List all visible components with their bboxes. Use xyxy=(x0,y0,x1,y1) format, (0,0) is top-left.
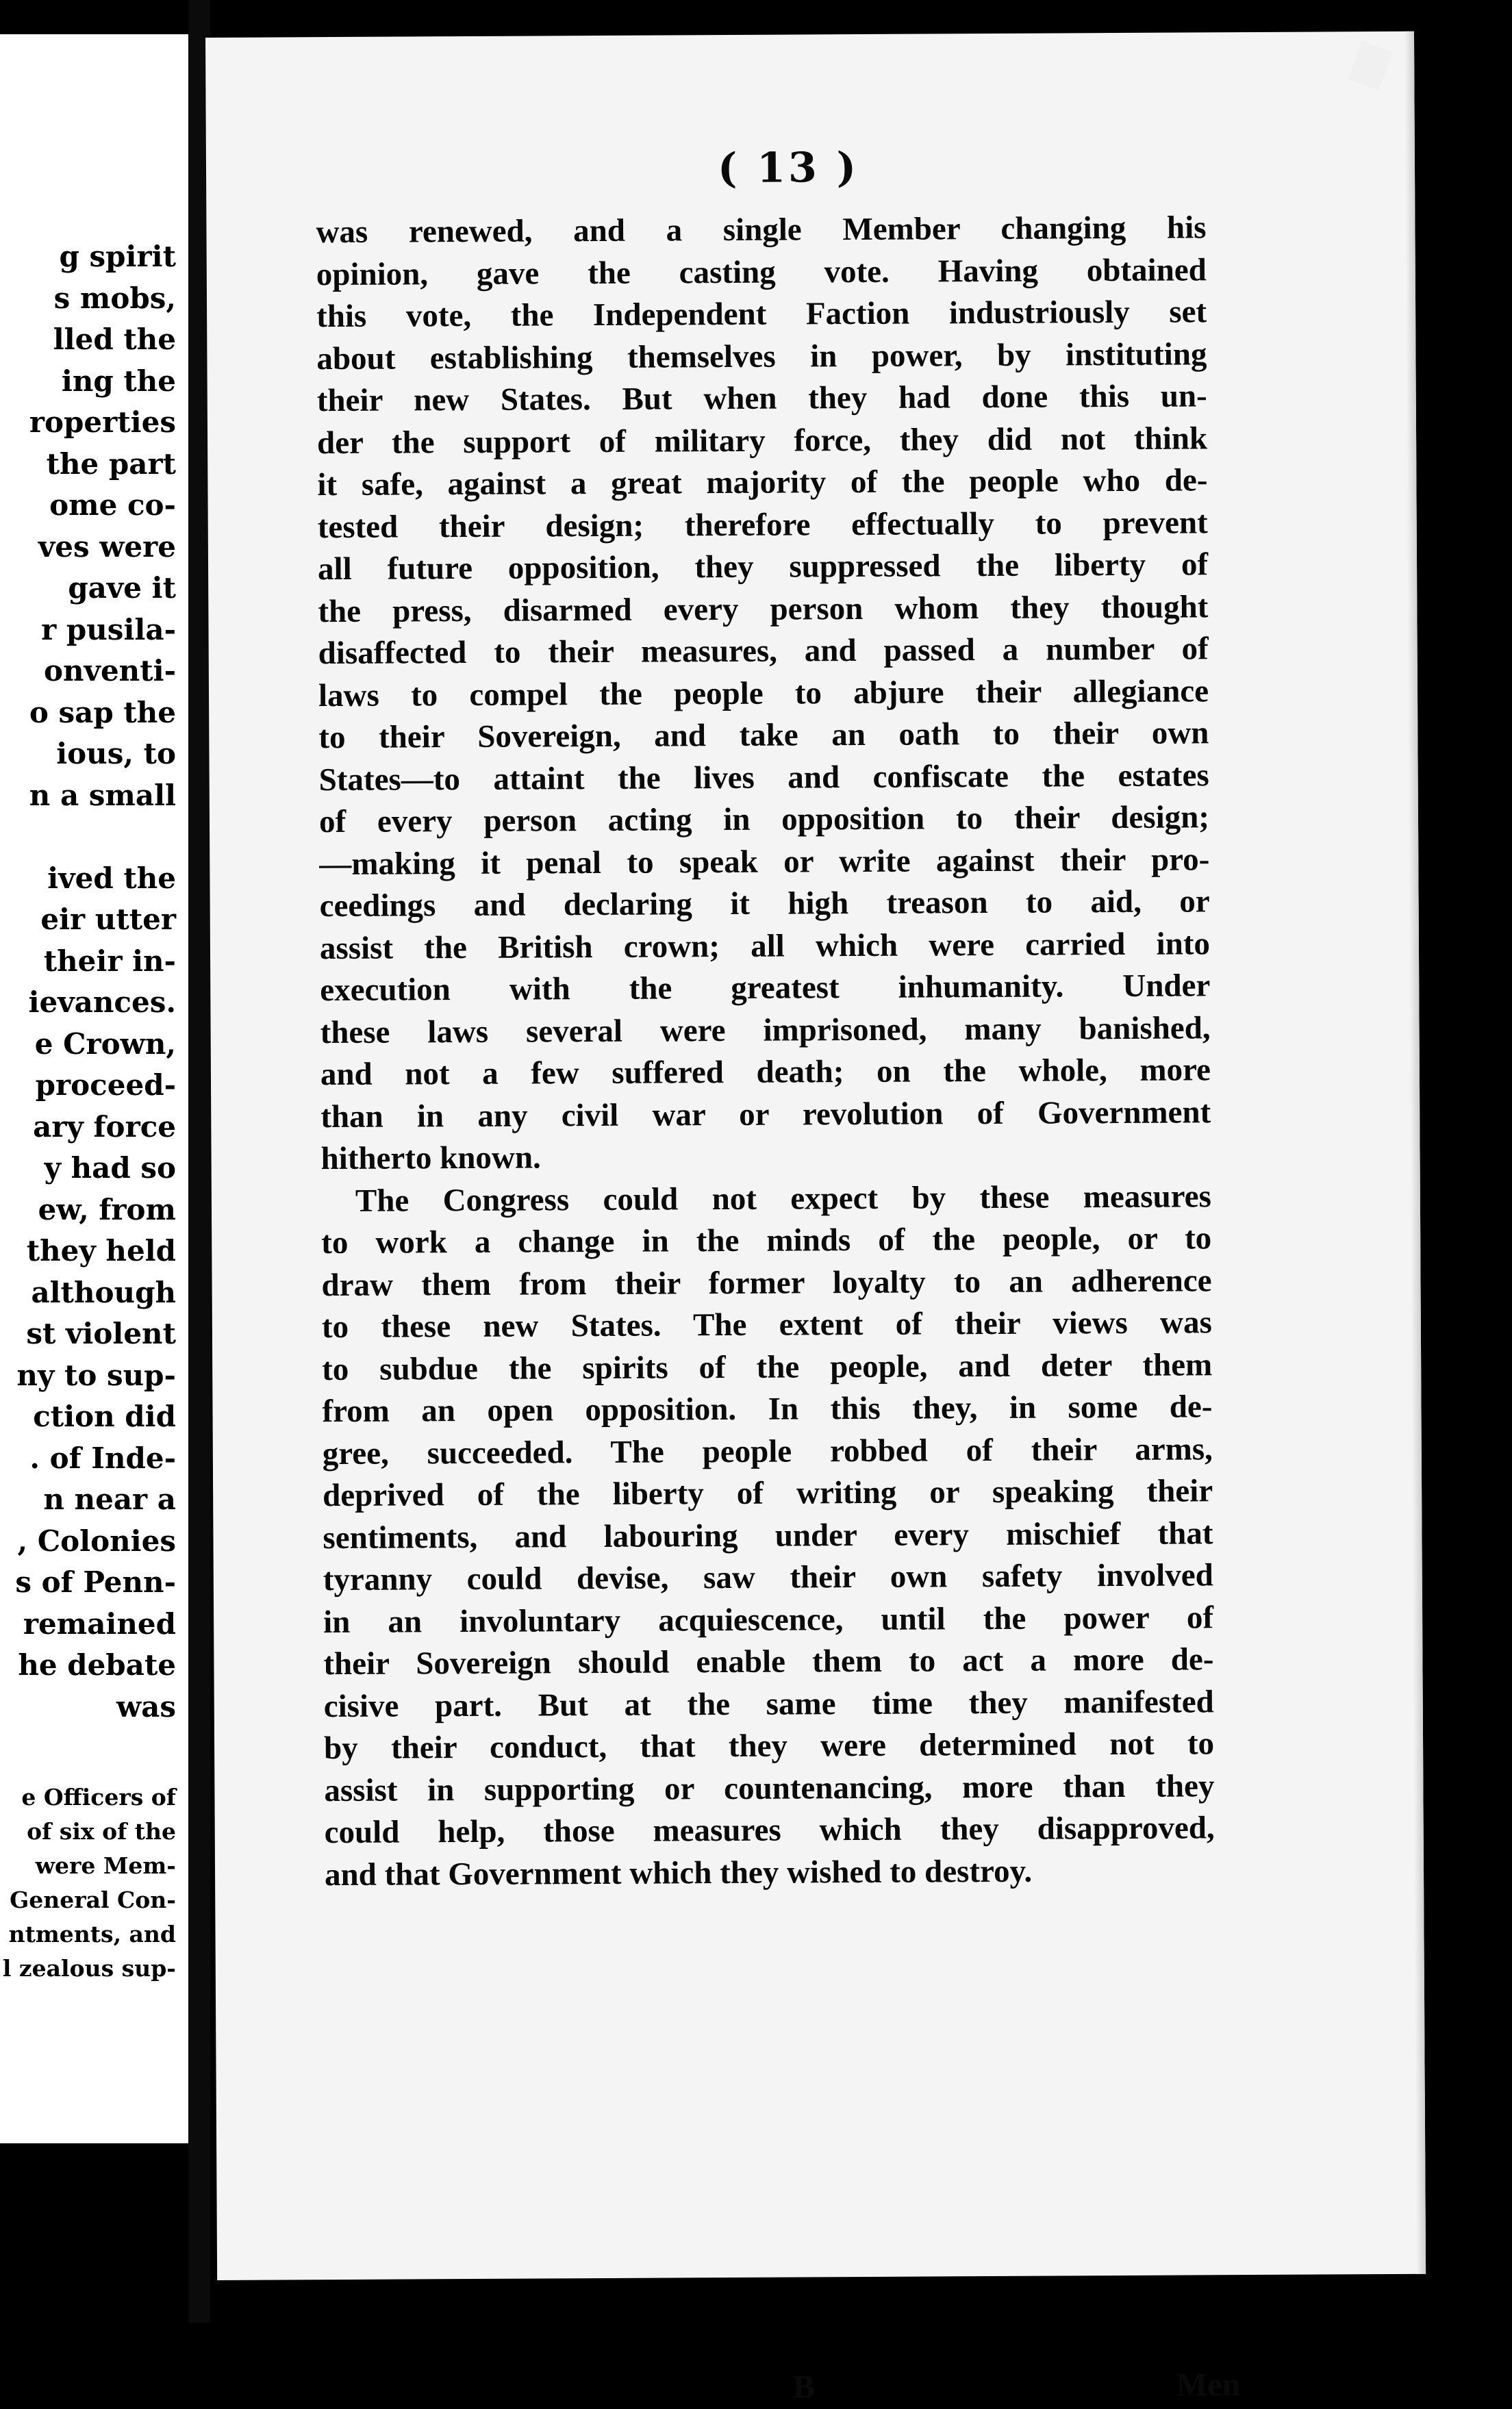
left-page-line: the part xyxy=(46,446,176,481)
left-page-footnote-line: ntments, and xyxy=(8,1921,176,1947)
left-page-footnote-line: were Mem- xyxy=(35,1852,176,1879)
text-line: execution with the greatest inhumanity. Under xyxy=(320,968,1211,1009)
left-page-line: n near a xyxy=(43,1483,176,1516)
text-line: tyranny could devise, saw their own safety involved xyxy=(323,1557,1213,1598)
left-page-line: ome co- xyxy=(49,488,176,522)
text-line: of every person acting in opposition to their design; xyxy=(318,799,1210,840)
text-line: than in any civil war or revolution of Government xyxy=(320,1094,1211,1135)
left-page-line: ction did xyxy=(33,1400,176,1433)
left-page-line: was xyxy=(116,1689,176,1724)
page-edge xyxy=(1404,31,1426,2274)
left-page-line: onventi- xyxy=(44,654,176,688)
text-line: it safe, against a great majority of the people who de- xyxy=(317,462,1208,503)
page-number: ( 13 ) xyxy=(717,144,859,193)
text-line: assist in supporting or countenancing, more than they xyxy=(324,1767,1215,1808)
text-line: by their conduct, that they were determined not to xyxy=(323,1726,1215,1767)
text-line: The Congress could not expect by these measures xyxy=(355,1178,1212,1219)
text-line: about establishing themselves in power, by instituting xyxy=(316,336,1207,377)
text-line: assist the British crown; all which were carried into xyxy=(319,925,1211,966)
left-page-line: s of Penn- xyxy=(15,1565,176,1599)
left-page-line: eir utter xyxy=(40,903,176,936)
left-page-line: ived the xyxy=(47,861,176,895)
text-line: to subdue the spirits of the people, and deter them xyxy=(322,1346,1213,1387)
text-line: and not a few suffered death; on the whole, more xyxy=(320,1052,1211,1093)
text-line: in an involuntary acquiescence, until the power of xyxy=(323,1599,1214,1640)
text-line: cisive part. But at the same time they manifested xyxy=(323,1683,1214,1724)
left-page-line: roperties xyxy=(29,405,176,439)
text-line: opinion, gave the casting vote. Having obtained xyxy=(316,251,1207,292)
text-line: was renewed, and a single Member changing his xyxy=(316,210,1207,251)
left-page-line: ing the xyxy=(61,364,176,398)
body-text xyxy=(316,207,1215,1896)
text-line: gree, succeeded. The people robbed of their arms, xyxy=(322,1430,1213,1472)
right-page xyxy=(205,31,1426,2406)
left-page-line: st violent xyxy=(26,1317,176,1350)
text-line: der the support of military force, they did not think xyxy=(316,420,1208,461)
left-page-line: s mobs, xyxy=(53,281,176,315)
left-page-footnote-line: e Officers of xyxy=(21,1784,176,1811)
left-page-line: their in- xyxy=(43,944,176,978)
left-page-footnote-line: of six of the xyxy=(27,1818,176,1845)
text-line: their Sovereign should enable them to act a more de- xyxy=(323,1641,1214,1682)
left-page-line: although xyxy=(31,1275,176,1309)
page-corner xyxy=(1348,41,1393,91)
left-page-line: remained xyxy=(23,1606,176,1641)
left-page-line: y had so xyxy=(44,1151,176,1185)
text-line: and that Government which they wished to destroy. xyxy=(324,1853,1033,1893)
left-page-line: ny to sup- xyxy=(16,1358,176,1392)
left-page-line: , Colonies xyxy=(17,1524,176,1558)
text-line: all future opposition, they suppressed the liberty of xyxy=(317,546,1209,588)
text-line: States—to attaint the lives and confiscate the estates xyxy=(318,757,1209,798)
signature-mark: B xyxy=(792,2369,816,2406)
catchword: Men xyxy=(1176,2367,1241,2404)
left-page-line: r pusila- xyxy=(41,612,176,646)
left-page-line: gave it xyxy=(68,571,176,605)
text-line: their new States. But when they had done this un- xyxy=(316,378,1207,419)
left-page-line: ves were xyxy=(38,529,176,564)
left-page-footnote-line: l zealous sup- xyxy=(2,1955,176,1982)
text-line: to work a change in the minds of the people, or to xyxy=(321,1220,1212,1261)
text-line: the press, disarmed every person whom they thought xyxy=(318,588,1209,629)
left-page-line: . of Inde- xyxy=(29,1441,176,1475)
left-page-line: ary force xyxy=(33,1109,176,1144)
text-line: disaffected to their measures, and passed a number of xyxy=(318,631,1209,672)
text-line: ceedings and declaring it high treason to aid, or xyxy=(319,883,1210,924)
left-page-line: ievances. xyxy=(28,985,176,1019)
left-page-line: lled the xyxy=(53,323,176,356)
text-line: laws to compel the people to abjure their allegiance xyxy=(318,672,1209,714)
text-line: these laws several were imprisoned, many banished, xyxy=(320,1009,1211,1050)
left-page-line: they held xyxy=(26,1234,176,1267)
text-line: could help, those measures which they disapproved, xyxy=(324,1810,1215,1851)
left-facing-page xyxy=(0,34,188,2143)
left-page-line: proceed- xyxy=(35,1068,176,1102)
left-page-line: ew, from xyxy=(38,1192,176,1226)
text-line: from an open opposition. In this they, in some de- xyxy=(322,1389,1213,1430)
left-page-line: e Crown, xyxy=(34,1026,176,1061)
text-line: this vote, the Independent Faction industriously set xyxy=(316,294,1207,335)
left-page-line: n a small xyxy=(29,778,176,812)
left-page-line: o sap the xyxy=(29,695,176,729)
text-line: hitherto known. xyxy=(320,1139,541,1177)
text-line: —making it penal to speak or write against their pro- xyxy=(319,841,1210,882)
left-page-line: he debate xyxy=(18,1648,176,1682)
text-line: sentiments, and labouring under every mischief that xyxy=(323,1515,1213,1556)
text-line: tested their design; therefore effectually to prevent xyxy=(317,504,1208,545)
text-line: draw them from their former loyalty to an adherence xyxy=(321,1262,1212,1303)
left-page-footnote-line: General Con- xyxy=(10,1887,176,1913)
text-line: to these new States. The extent of their views was xyxy=(321,1304,1212,1346)
text-line: deprived of the liberty of writing or speaking their xyxy=(323,1473,1213,1514)
text-line: to their Sovereign, and take an oath to their own xyxy=(318,715,1209,756)
left-page-line: g spirit xyxy=(59,240,176,273)
left-page-line: ious, to xyxy=(56,737,176,770)
